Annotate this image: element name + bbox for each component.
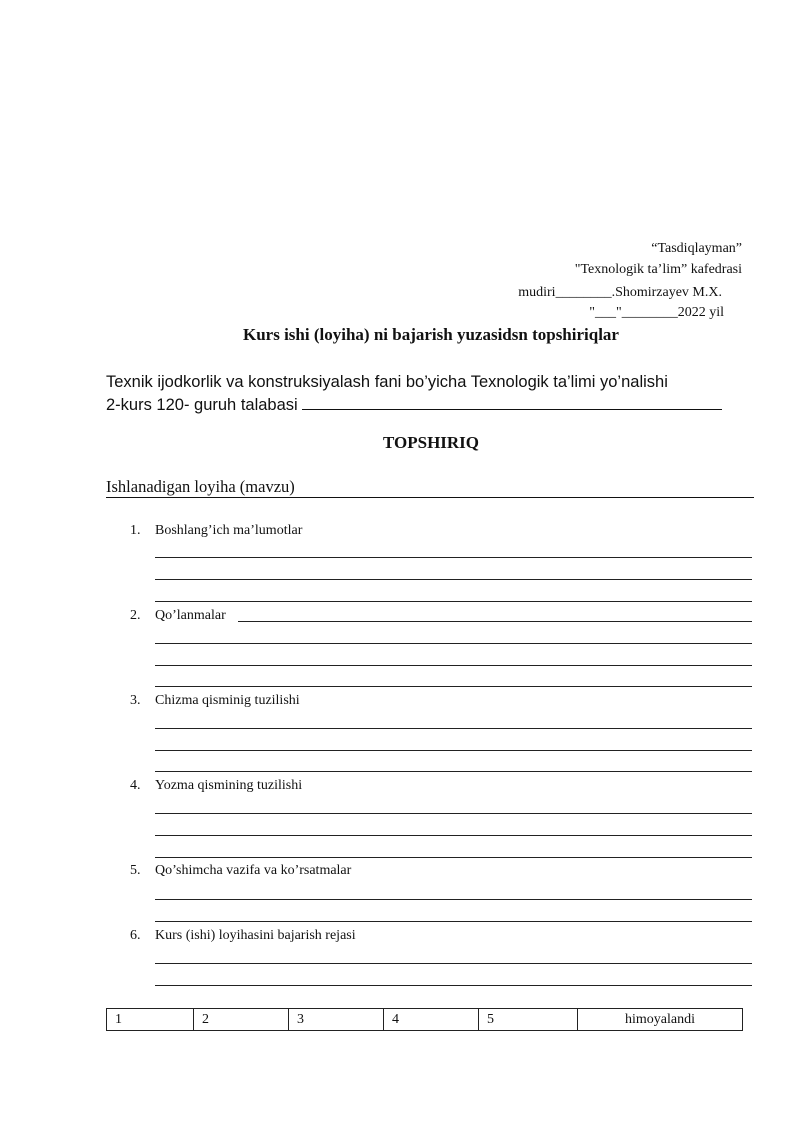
answer-line[interactable] [155, 899, 752, 900]
item-number: 1. [130, 523, 141, 538]
approval-line-4: "___"________2022 yil [589, 305, 724, 320]
document-title: Kurs ishi (loyiha) ni bajarish yuzasidsn topshiriqlar [243, 325, 619, 344]
student-group-label: 2-kurs 120- guruh talabasi [106, 396, 298, 414]
approval-line-2: "Texnologik ta’lim” kafedrasi [574, 262, 742, 277]
answer-line[interactable] [155, 813, 752, 814]
item-number: 2. [130, 608, 141, 623]
table-cell[interactable]: 5 [479, 1009, 578, 1031]
item-number: 5. [130, 863, 141, 878]
answer-line[interactable] [155, 857, 752, 858]
item-label: Yozma qismining tuzilishi [155, 778, 303, 793]
answer-line[interactable] [155, 728, 752, 729]
table-cell[interactable]: 1 [107, 1009, 194, 1031]
item-label: Kurs (ishi) loyihasini bajarish rejasi [155, 928, 356, 943]
table-row [107, 1009, 743, 1031]
item-label: Chizma qisminig tuzilishi [155, 693, 300, 708]
project-topic-field[interactable] [106, 477, 754, 498]
answer-line[interactable] [155, 963, 752, 964]
approval-line-3: mudiri________.Shomirzayev M.X. [518, 285, 722, 300]
answer-line[interactable] [155, 835, 752, 836]
answer-line[interactable] [155, 750, 752, 751]
item-number: 3. [130, 693, 141, 708]
intro-line-1: Texnik ijodkorlik va konstruksiyalash fani bo’yicha Texnologik ta’limi yo’nalishi [106, 373, 668, 391]
table-cell[interactable]: 3 [289, 1009, 384, 1031]
approval-line-1: “Tasdiqlayman” [651, 241, 742, 256]
answer-line[interactable] [155, 643, 752, 644]
item-label: Qo’shimcha vazifa va ko’rsatmalar [155, 863, 352, 878]
item-label: Qo’lanmalar [155, 608, 226, 623]
answer-line[interactable] [155, 665, 752, 666]
section-heading: TOPSHIRIQ [382, 433, 480, 452]
answer-line[interactable] [155, 601, 752, 602]
answer-line[interactable] [155, 579, 752, 580]
answer-line[interactable] [155, 985, 752, 986]
answer-line[interactable] [155, 921, 752, 922]
student-name-blank[interactable] [302, 393, 722, 410]
answer-line[interactable] [238, 621, 752, 622]
table-cell-defended[interactable]: himoyalandi [578, 1009, 743, 1031]
plan-table [106, 1008, 743, 1031]
answer-line[interactable] [155, 557, 752, 558]
table-cell[interactable]: 2 [194, 1009, 289, 1031]
answer-line[interactable] [155, 686, 752, 687]
answer-line[interactable] [155, 771, 752, 772]
item-label: Boshlang’ich ma’lumotlar [155, 523, 303, 538]
project-topic-label: Ishlanadigan loyiha (mavzu) [106, 477, 295, 496]
item-number: 4. [130, 778, 141, 793]
table-cell[interactable]: 4 [384, 1009, 479, 1031]
intro-line-2 [106, 393, 766, 416]
item-number: 6. [130, 928, 141, 943]
